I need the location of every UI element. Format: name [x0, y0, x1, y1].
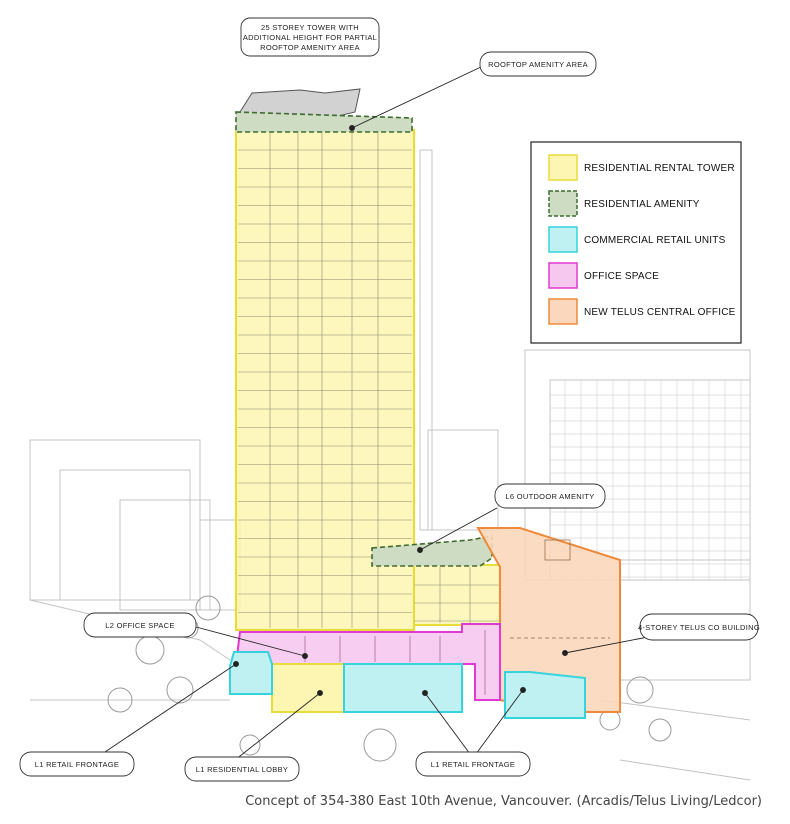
legend-swatch [549, 191, 577, 216]
callout-rooftop-amenity [480, 52, 596, 76]
callout-l1-retail-frontage-left [20, 752, 134, 776]
legend-label: RESIDENTIAL AMENITY [584, 199, 700, 210]
legend-label: OFFICE SPACE [584, 271, 660, 282]
l1-residential-lobby [272, 664, 344, 712]
callout-l1-retail-frontage-left-text: L1 RETAIL FRONTAGE [34, 760, 120, 769]
callout-l6-outdoor-amenity-text: L6 OUTDOOR AMENITY [505, 492, 595, 501]
l1-retail-center [344, 664, 462, 712]
callout-l2-office-space [84, 613, 196, 637]
legend [531, 142, 741, 343]
callout-l1-retail-frontage-right-text: L1 RETAIL FRONTAGE [430, 760, 516, 769]
callout-telus-co-building [638, 614, 760, 640]
callout-l1-residential-lobby [185, 757, 299, 781]
callout-tower-height-line3: ROOFTOP AMENITY AREA [260, 43, 360, 52]
legend-label: RESIDENTIAL RENTAL TOWER [584, 163, 735, 174]
rooftop-amenity-area [236, 112, 412, 132]
legend-swatch [549, 263, 577, 288]
residential-podium [414, 565, 500, 625]
callout-l6-outdoor-amenity [495, 484, 605, 508]
callout-tower-height-line2: ADDITIONAL HEIGHT FOR PARTIAL [242, 33, 378, 42]
callout-rooftop-amenity-text: ROOFTOP AMENITY AREA [488, 60, 588, 69]
l1-retail-left [230, 652, 272, 694]
callout-l2-office-space-text: L2 OFFICE SPACE [105, 621, 175, 630]
callout-l1-retail-frontage-right [416, 752, 530, 776]
legend-swatch [549, 299, 577, 324]
callout-l1-residential-lobby-text: L1 RESIDENTIAL LOBBY [195, 765, 289, 774]
image-caption: Concept of 354-380 East 10th Avenue, Vancouver. (Arcadis/Telus Living/Ledcor) [245, 794, 762, 809]
callout-telus-co-building-text: 4-STOREY TELUS CO BUILDING [638, 623, 760, 632]
callout-tower-height-line1: 25 STOREY TOWER WITH [261, 23, 359, 32]
legend-swatch [549, 227, 577, 252]
l1-retail-right [505, 672, 585, 718]
callout-tower-height [241, 18, 379, 56]
legend-label: COMMERCIAL RETAIL UNITS [584, 235, 726, 246]
legend-label: NEW TELUS CENTRAL OFFICE [584, 307, 736, 318]
legend-swatch [549, 155, 577, 180]
